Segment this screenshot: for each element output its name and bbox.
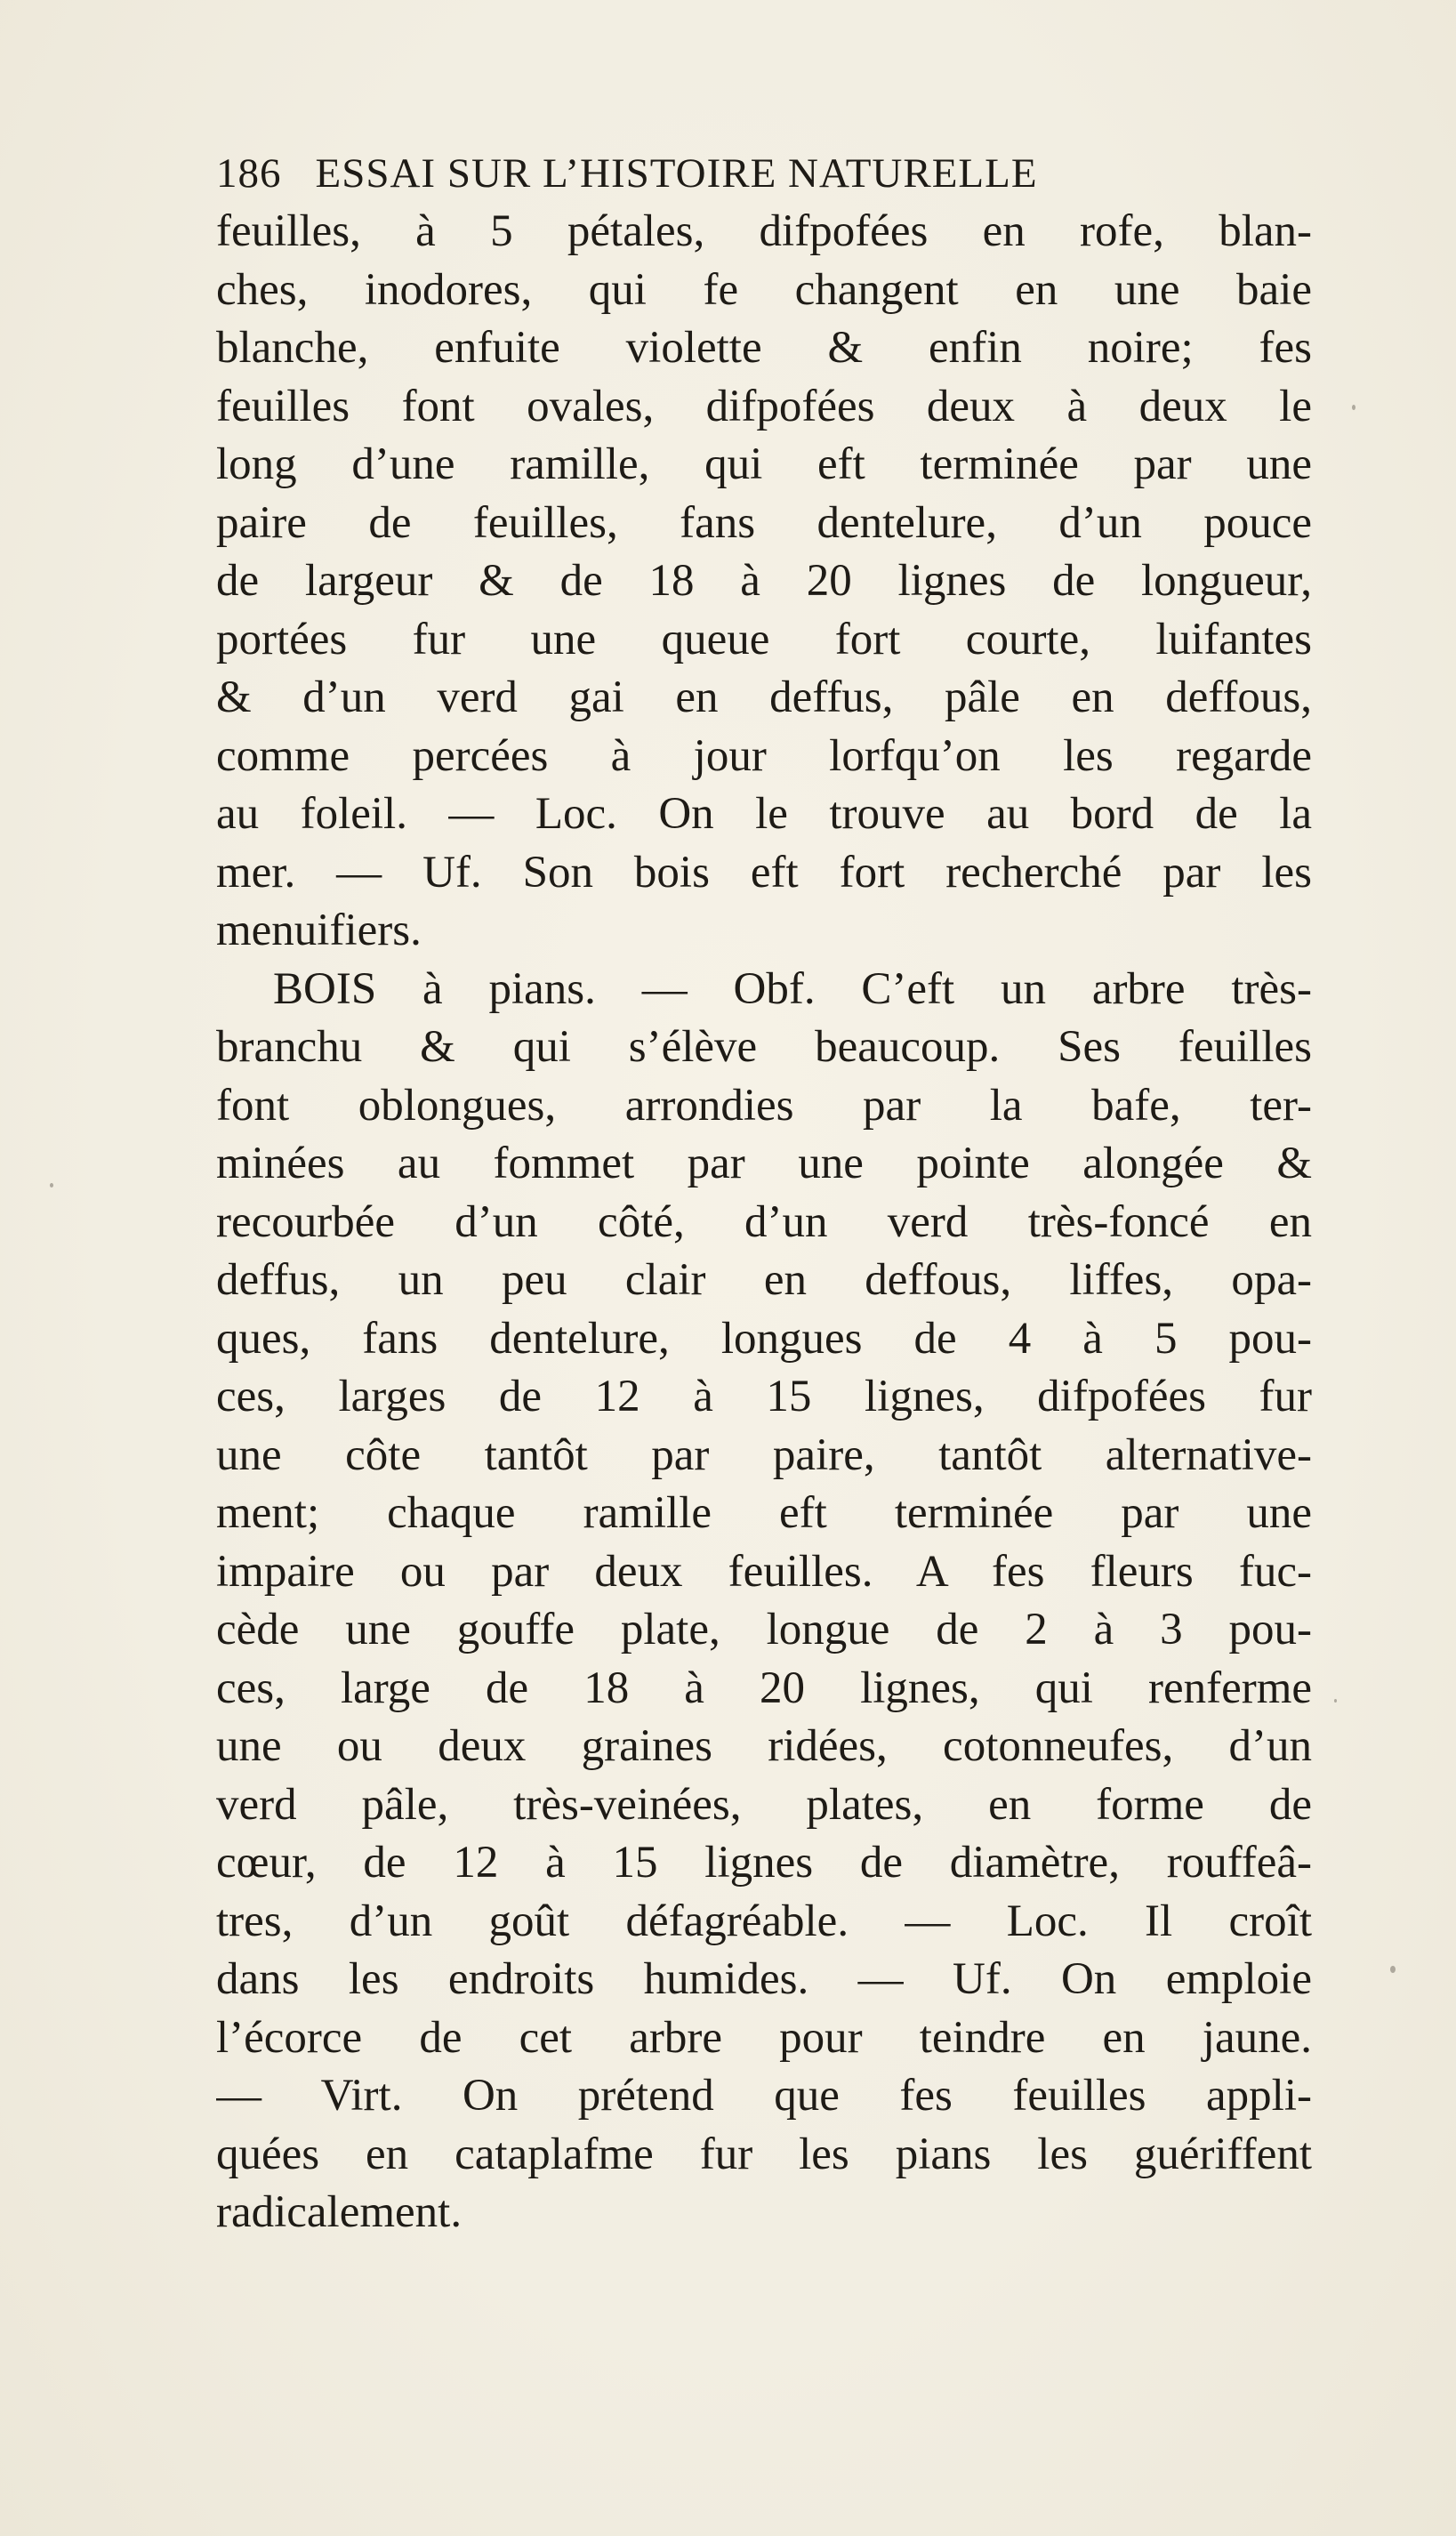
- text-line: & d’un verd gai en deffus, pâle en deffous,: [216, 672, 1312, 722]
- text-line: ces, larges de 12 à 15 lignes, difpofées fur: [216, 1372, 1312, 1421]
- running-header: [216, 147, 1319, 200]
- text-line: dans les endroits humides. — Uf. On emploie: [216, 1954, 1312, 2004]
- text-line: BOIS à pians. — Obf. C’eft un arbre très-: [273, 963, 1312, 1014]
- text-line: mer. — Uf. Son bois eft fort recherché par les: [216, 847, 1312, 898]
- text-line: comme percées à jour lorfqu’on les regarde: [216, 730, 1312, 781]
- text-line: branchu & qui s’élève beaucoup. Ses feuilles: [216, 1022, 1312, 1072]
- paper-speck: [50, 1183, 53, 1187]
- running-title: ESSAI SUR L’HISTOIRE NATURELLE: [315, 150, 1038, 197]
- text-line: portées fur une queue fort courte, luifantes: [216, 614, 1312, 664]
- text-line: deffus, un peu clair en deffous, liffes, opa-: [216, 1255, 1312, 1305]
- text-line: une ou deux graines ridées, cotonneufes, d’un: [216, 1721, 1312, 1771]
- text-line: cède une gouffe plate, longue de 2 à 3 pou-: [216, 1605, 1312, 1654]
- text-line: long d’une ramille, qui eft terminée par une: [216, 439, 1312, 489]
- text-line: impaire ou par deux feuilles. A fes fleurs fuc-: [216, 1546, 1312, 1597]
- text-line: quées en cataplafme fur les pians les guériffent: [216, 2129, 1312, 2179]
- text-line: ques, fans dentelure, longues de 4 à 5 pou-: [216, 1313, 1312, 1364]
- text-line: ment; chaque ramille eft terminée par une: [216, 1488, 1312, 1538]
- text-line: l’écorce de cet arbre pour teindre en jaune.: [216, 2012, 1312, 2063]
- text-line: recourbée d’un côté, d’un verd très-foncé en: [216, 1196, 1312, 1247]
- paper-speck: [1334, 1699, 1337, 1703]
- text-line: radicalement.: [216, 2187, 463, 2237]
- text-line: ces, large de 18 à 20 lignes, qui renferme: [216, 1662, 1312, 1713]
- text-line: blanche, enfuite violette & enfin noire; fes: [216, 323, 1312, 373]
- text-line: cœur, de 12 à 15 lignes de diamètre, rouffeâ-: [216, 1838, 1312, 1888]
- text-line: menuifiers.: [216, 906, 422, 955]
- text-line: ches, inodores, qui fe changent en une baie: [216, 264, 1312, 315]
- text-line: minées au fommet par une pointe alongée &: [216, 1139, 1312, 1188]
- text-line: feuilles font ovales, difpofées deux à deux le: [216, 381, 1312, 431]
- text-line: feuilles, à 5 pétales, difpofées en rofe, blan-: [216, 206, 1312, 256]
- text-line: une côte tantôt par paire, tantôt alternative-: [216, 1429, 1312, 1480]
- text-line: tres, d’un goût défagréable. — Loc. Il croît: [216, 1896, 1312, 1946]
- paper-speck: [1390, 1966, 1396, 1973]
- text-line: — Virt. On prétend que fes feuilles appli-: [216, 2071, 1312, 2121]
- text-line: font oblongues, arrondies par la bafe, ter-: [216, 1080, 1312, 1131]
- text-line: verd pâle, très-veinées, plates, en forme de: [216, 1779, 1312, 1830]
- text-line: paire de feuilles, fans dentelure, d’un pouce: [216, 497, 1312, 548]
- page-number: 186: [216, 150, 282, 197]
- text-line: de largeur & de 18 à 20 lignes de longueur,: [216, 556, 1312, 606]
- body-text: [216, 203, 1312, 2242]
- text-line: au foleil. — Loc. On le trouve au bord de la: [216, 789, 1312, 839]
- paper-speck: [1352, 405, 1355, 410]
